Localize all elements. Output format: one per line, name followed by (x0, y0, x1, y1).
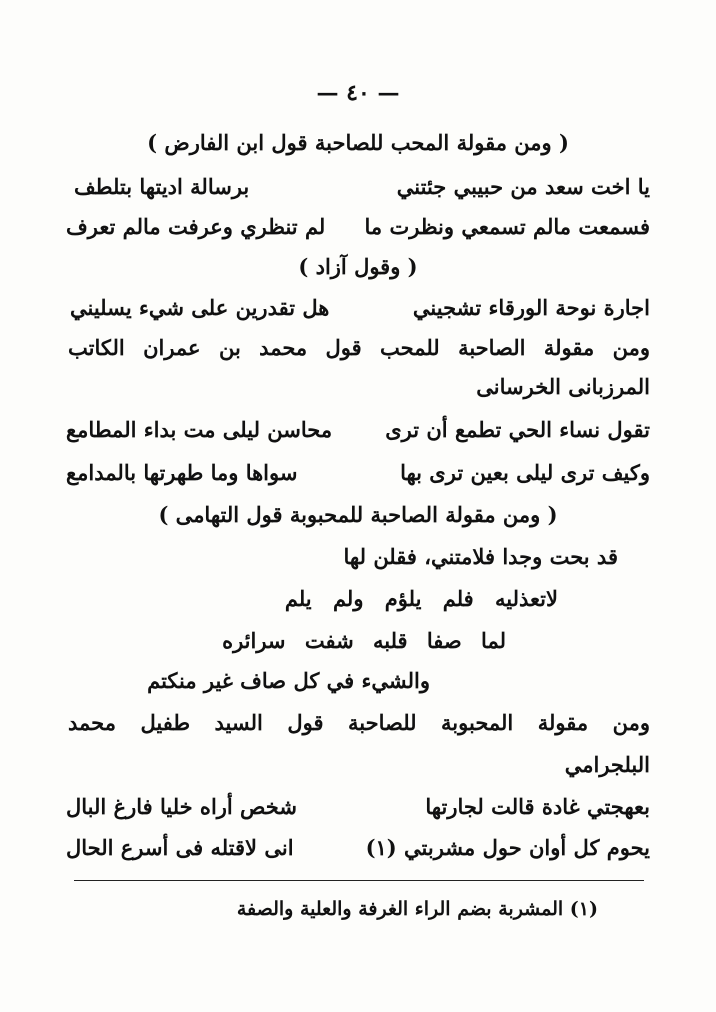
verse-3-second-hemistich: هل تقدرين على شيء يسليني (70, 295, 330, 320)
verse-5-first-hemistich: وكيف ترى ليلى بعين ترى بها (400, 460, 650, 485)
verse-2-second-hemistich: لم تنظري وعرفت مالم تعرف (66, 214, 326, 239)
section-heading-azad: ( وقول آزاد ) (298, 254, 418, 279)
poem-line-1: قد بحت وجدا فلامتني، فقلن لها (343, 544, 618, 569)
poem-line-2: لاتعذليه فلم يلؤم ولم يلم (284, 586, 558, 611)
verse-4-second-hemistich: محاسن ليلى مت بداء المطامع (66, 417, 333, 442)
poem-line-3: لما صفا قلبه شفت سرائره (222, 628, 506, 653)
page-number: — ٤٠ — (316, 80, 400, 106)
verse-2-first-hemistich: فسمعت مالم تسمعي ونظرت ما (364, 214, 650, 239)
prose-line-al-bilgrami: البلجرامي (564, 752, 650, 777)
verse-5-second-hemistich: سواها وما طهرتها بالمدامع (66, 460, 298, 485)
prose-line-al-marzubani: المرزبانى الخرسانى (476, 374, 650, 399)
verse-1-first-hemistich: يا اخت سعد من حبيبي جئتني (396, 174, 650, 199)
verse-3-first-hemistich: اجارة نوحة الورقاء تشجيني (412, 295, 650, 320)
section-heading-ibn-al-farid: ( ومن مقولة المحب للصاحبة قول ابن الفارض ) (147, 130, 569, 155)
verse-1-second-hemistich: برسالة اديتها بتلطف (74, 174, 250, 199)
prose-line-muhammad-ibn-imran: ومن مقولة الصاحبة للمحب قول محمد بن عمران الكاتب (68, 335, 650, 360)
verse-7-first-hemistich: يحوم كل أوان حول مشربتي (١) (365, 835, 650, 860)
footnote-divider (74, 880, 644, 881)
section-heading-al-tihami: ( ومن مقولة الصاحبة للمحبوبة قول التهامى ) (158, 502, 558, 527)
prose-line-tufail-muhammad: ومن مقولة المحبوبة للصاحبة قول السيد طفيل محمد (68, 710, 650, 735)
verse-7-second-hemistich: انى لاقتله فى أسرع الحال (66, 835, 294, 860)
verse-6-second-hemistich: شخص أراه خليا فارغ البال (66, 794, 297, 819)
poem-line-4: والشيء في كل صاف غير منكتم (147, 668, 430, 693)
footnote: (١) المشربة بضم الراء الغرفة والعلية والصفة (236, 898, 598, 920)
verse-4-first-hemistich: تقول نساء الحي تطمع أن ترى (385, 417, 650, 442)
verse-6-first-hemistich: بعهجتي غادة قالت لجارتها (425, 794, 650, 819)
